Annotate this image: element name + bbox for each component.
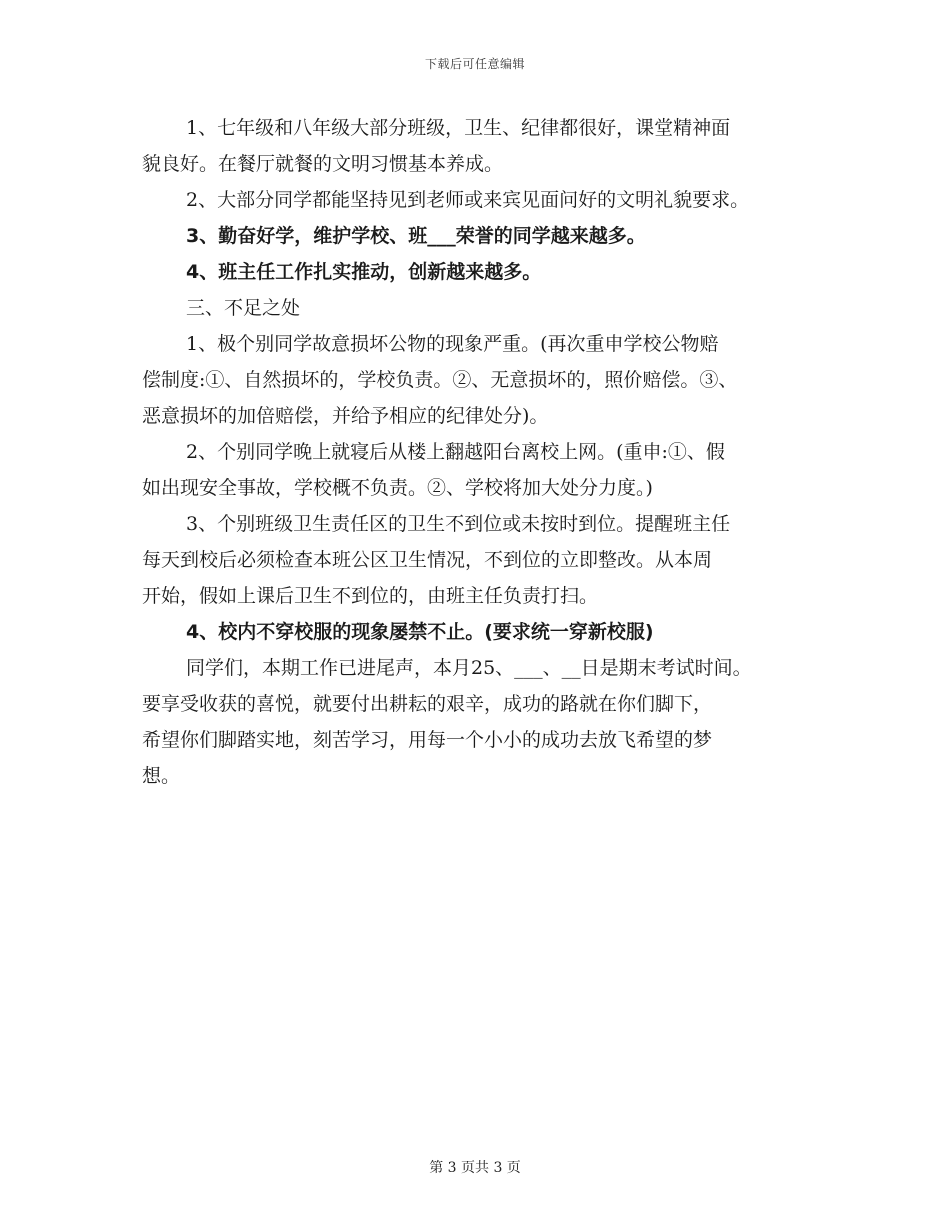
document-body bbox=[142, 110, 842, 794]
bold-paragraph-line: 4、校内不穿校服的现象屡禁不止。(要求统一穿新校服) bbox=[186, 621, 654, 643]
paragraph-line: 1、极个别同学故意损坏公物的现象严重。(再次重申学校公物赔 bbox=[186, 333, 719, 355]
paragraph-line: 1、七年级和八年级大部分班级，卫生、纪律都很好，课堂精神面 bbox=[186, 117, 731, 139]
paragraph-line: 希望你们脚踏实地，刻苦学习，用每一个小小的成功去放飞希望的梦 bbox=[142, 729, 713, 751]
paragraph-line: 2、个别同学晚上就寝后从楼上翻越阳台离校上网。(重申:①、假 bbox=[186, 441, 725, 463]
bold-paragraph-line: 3、勤奋好学，维护学校、班___荣誉的同学越来越多。 bbox=[186, 225, 646, 247]
paragraph-line: 每天到校后必须检查本班公区卫生情况，不到位的立即整改。从本周 bbox=[142, 549, 713, 571]
paragraph-line: 如出现安全事故，学校概不负责。②、学校将加大处分力度。) bbox=[142, 477, 653, 499]
paragraph-line: 2、大部分同学都能坚持见到老师或来宾见面问好的文明礼貌要求。 bbox=[186, 189, 750, 211]
section-heading: 三、不足之处 bbox=[186, 297, 301, 319]
paragraph-line: 要享受收获的喜悦，就要付出耕耘的艰辛，成功的路就在你们脚下， bbox=[142, 693, 713, 715]
page-header: 下载后可任意编辑 bbox=[424, 57, 525, 71]
paragraph-line: 同学们，本期工作已进尾声，本月25、___、__日是期末考试时间。 bbox=[186, 657, 752, 679]
paragraph-line: 偿制度:①、自然损坏的，学校负责。②、无意损坏的，照价赔偿。③、 bbox=[142, 369, 738, 391]
paragraph-line: 恶意损坏的加倍赔偿，并给予相应的纪律处分)。 bbox=[142, 405, 549, 427]
paragraph-line: 3、个别班级卫生责任区的卫生不到位或未按时到位。提醒班主任 bbox=[186, 513, 731, 535]
page-footer: 第 3 页共 3 页 bbox=[429, 1160, 521, 1176]
paragraph-line: 想。 bbox=[142, 765, 181, 787]
paragraph-line: 貌良好。在餐厅就餐的文明习惯基本养成。 bbox=[142, 153, 504, 175]
bold-paragraph-line: 4、班主任工作扎实推动，创新越来越多。 bbox=[186, 261, 542, 283]
paragraph-line: 开始，假如上课后卫生不到位的，由班主任负责打扫。 bbox=[142, 585, 599, 607]
